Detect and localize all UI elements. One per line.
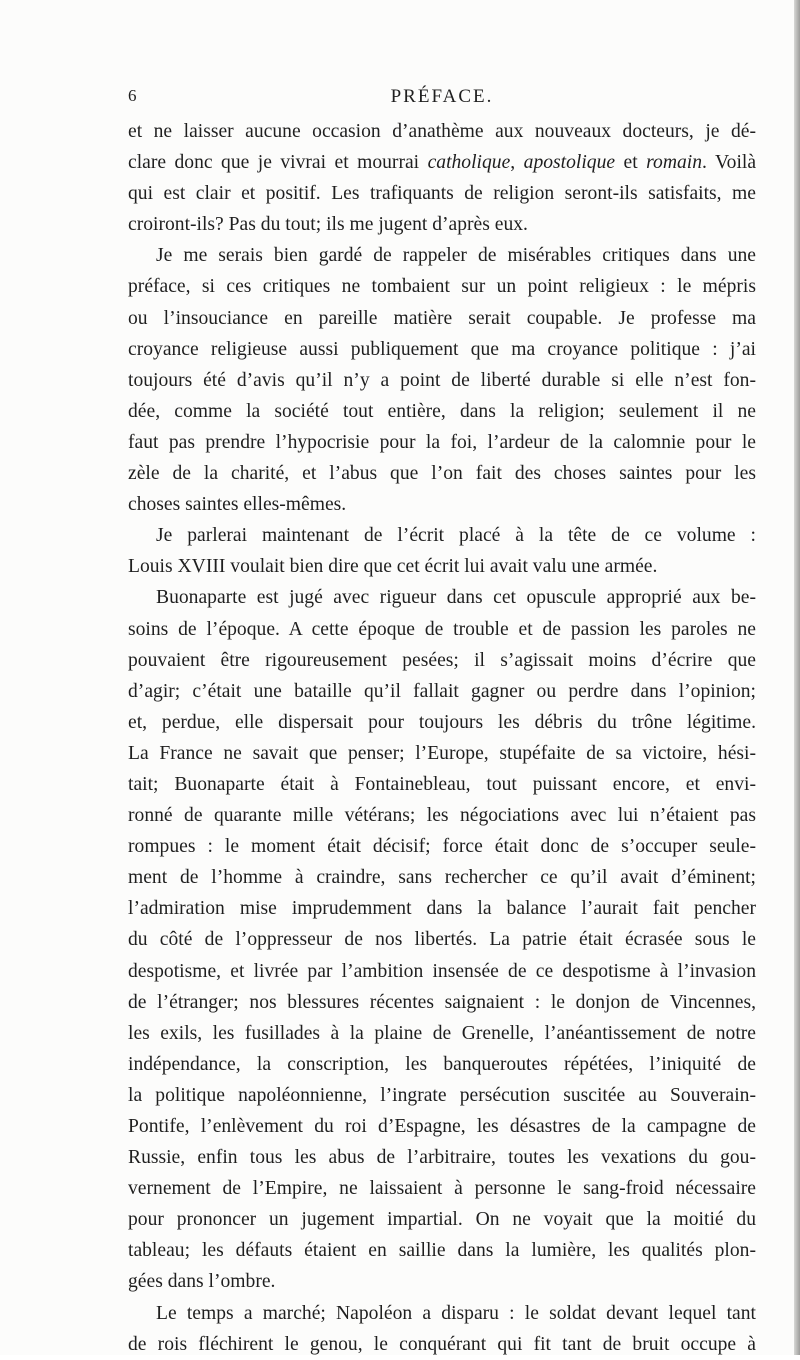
text-line: despotisme, et livrée par l’ambition insensée de ce despotisme à l’invasion	[128, 960, 756, 982]
text-line: d’agir; c’était une bataille qu’il fallait gagner ou perdre dans l’opinion;	[128, 680, 756, 702]
text-line: de l’étranger; nos blessures récentes saignaient : le donjon de Vincennes,	[128, 991, 756, 1013]
text-line: qui est clair et positif. Les trafiquants de religion seront-ils satisfaits, me	[128, 183, 756, 205]
text-line: croiront-ils? Pas du tout; ils me jugent d’après eux.	[128, 214, 528, 236]
text-line: ronné de quarante mille vétérans; les négociations avec lui n’étaient pas	[128, 805, 756, 827]
text-line: soins de l’époque. A cette époque de trouble et de passion les paroles ne	[128, 618, 756, 640]
text-line: choses saintes elles-mêmes.	[128, 494, 347, 516]
text-line: les exils, les fusillades à la plaine de Grenelle, l’anéantissement de notre	[128, 1022, 756, 1044]
text-line: l’admiration mise imprudemment dans la balance l’aurait fait pencher	[128, 898, 756, 920]
text-line: et, perdue, elle dispersait pour toujours les débris du trône légitime.	[128, 711, 756, 733]
page-header	[128, 86, 756, 114]
text-line: du côté de l’oppresseur de nos libertés. La patrie était écrasée sous le	[128, 929, 756, 951]
page-number: 6	[128, 86, 137, 105]
text-line: et ne laisser aucune occasion d’anathème aux nouveaux docteurs, je dé-	[128, 121, 756, 142]
text-segment: et	[615, 152, 647, 174]
text-line: indépendance, la conscription, les banqueroutes répétées, l’iniquité de	[128, 1053, 756, 1075]
italic-text: romain	[646, 152, 703, 174]
italic-text: catholique	[427, 152, 511, 174]
text-line	[128, 147, 756, 178]
text-line: préface, si ces critiques ne tombaient sur un point religieux : le mépris	[128, 276, 756, 298]
text-line: toujours été d’avis qu’il n’y a point de liberté durable si elle n’est fon-	[128, 369, 756, 391]
text-line: tait; Buonaparte était à Fontainebleau, tout puissant encore, et envi-	[128, 773, 756, 795]
text-line: croyance religieuse aussi publiquement que ma croyance politique : j’ai	[128, 338, 756, 360]
running-title: PRÉFACE.	[390, 86, 494, 107]
body-text	[128, 116, 756, 1360]
text-line: zèle de la charité, et l’abus que l’on fait des choses saintes pour les	[128, 463, 756, 485]
text-line: ou l’insouciance en pareille matière serait coupable. Je professe ma	[128, 307, 756, 329]
text-line: tableau; les défauts étaient en saillie dans la lumière, les qualités plon-	[128, 1240, 756, 1262]
text-line: Je me serais bien gardé de rappeler de misérables critiques dans une	[156, 245, 756, 267]
text-segment: . Voilà	[702, 152, 757, 174]
text-segment: clare donc que je vivrai et mourrai	[128, 152, 428, 174]
text-line: pouvaient être rigoureusement pesées; il s’agissait moins d’écrire que	[128, 649, 756, 671]
text-segment: ,	[510, 152, 524, 174]
text-line: ment de l’homme à craindre, sans rechercher ce qu’il avait d’éminent;	[128, 867, 756, 889]
text-line: Le temps a marché; Napoléon a disparu : le soldat devant lequel tant	[156, 1302, 756, 1324]
text-line: Buonaparte est jugé avec rigueur dans cet opuscule approprié aux be-	[156, 587, 756, 609]
text-line: pour prononcer un jugement impartial. On ne voyait que la moitié du	[128, 1209, 756, 1231]
text-line: faut pas prendre l’hypocrisie pour la foi, l’ardeur de la calomnie pour le	[128, 431, 756, 453]
text-line: rompues : le moment était décisif; force était donc de s’occuper seule-	[128, 836, 756, 858]
italic-text: apostolique	[523, 152, 616, 174]
text-line: La France ne savait que penser; l’Europe, stupéfaite de sa victoire, hési-	[128, 742, 756, 764]
text-line: de rois fléchirent le genou, le conquérant qui fit tant de bruit occupe à	[128, 1333, 756, 1355]
page-edge	[794, 0, 800, 1355]
text-line: Pontife, l’enlèvement du roi d’Espagne, les désastres de la campagne de	[128, 1116, 756, 1137]
text-line: la politique napoléonnienne, l’ingrate persécution suscitée au Souverain-	[128, 1084, 756, 1106]
text-line: Russie, enfin tous les abus de l’arbitraire, toutes les vexations du gou-	[128, 1147, 756, 1169]
text-line: vernement de l’Empire, ne laissaient à personne le sang-froid nécessaire	[128, 1178, 756, 1200]
text-line: Louis XVIII voulait bien dire que cet écrit lui avait valu une armée.	[128, 556, 658, 578]
text-line: dée, comme la société tout entière, dans la religion; seulement il ne	[128, 400, 756, 422]
text-line: Je parlerai maintenant de l’écrit placé à la tête de ce volume :	[156, 525, 756, 547]
text-line: gées dans l’ombre.	[128, 1271, 276, 1293]
